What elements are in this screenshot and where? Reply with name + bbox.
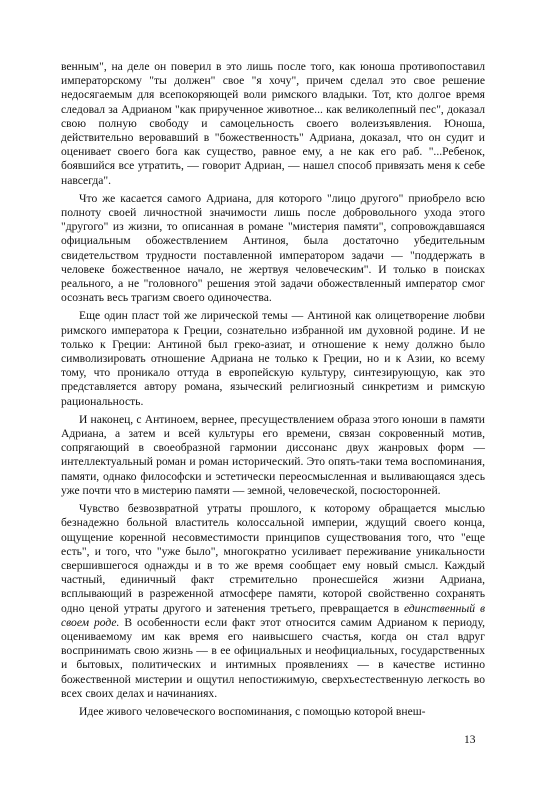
paragraph-2-text: Что же касается самого Адриана, для которого "лицо другого" приобрело всю полноту своей личностной значимости лишь после добровольного ухода этого "другого" из жизни, то описанная в романе "мистерия памяти", сопровождавшаяся официальным обожествлением Антиноя, была достаточно убедительным свидетельством трудности поставленной императором задачи — "поддержать в человеке божественное начало, не жертвуя человеческим". И только в поисках реального, а не "головного" решения этой задачи обожествленный император смог осознать весь трагизм своего одиночества. [61, 191, 485, 305]
paragraph-6 [61, 705, 485, 719]
paragraph-2 [61, 192, 485, 306]
paragraph-4 [61, 413, 485, 498]
paragraph-6-text: Идее живого человеческого воспоминания, с помощью которой внеш- [79, 704, 426, 718]
paragraph-1-text: венным", на деле он поверил в это лишь после того, как юноша противопоставил императорскому "ты должен" свое "я хочу", причем сделал это свое решение недосягаемым для всепокоряющей воли римского владыки. Тот, кто долгое время следовал за Адрианом "как прирученное животное... как великолепный пес", доказал свою полную свободу и самоцельность своего волеизъявления. Юноша, действительно веровавший в "божественность" Адриана, доказал, что он судит и оценивает своего бога как существо, равное ему, а не как его раб. "...Ребенок, боявшийся все утратить, — говорит Адриан, — нашел способ привязать меня к себе навсегда". [61, 60, 485, 187]
paragraph-1 [61, 60, 485, 188]
paragraph-3-text: Еще один пласт той же лирической темы — Антиной как олицетворение любви римского императора к Греции, сознательно избранной им духовной родине. И не только к Греции: Антиной был греко-азиат, и отношение к нему должно было символизировать отношение Адриана не только к Греции, но и к Азии, ко всему тому, что проникало оттуда в европейскую культуру, синтезирующую, как это представляется автору романа, языческий религиозный синкретизм и римскую рациональность. [61, 309, 485, 408]
paragraph-3 [61, 309, 485, 408]
paragraph-4-text: И наконец, с Антиноем, вернее, пресуществлением образа этого юноши в памяти Адриана, а затем и всей культуры его времени, связан сокровенный мотив, сопрягающий в своеобразной гармонии диссонанс двух жанровых форм — интеллектуальный роман и роман исторический. Это опять-таки тема воспоминания, памяти, однако философски и эстетически переосмысленная и выливающаяся здесь уже почти что в мистерию памяти — земной, человеческой, посюсторонней. [61, 412, 485, 497]
paragraph-5-text-part-2: В особенности если факт этот относится самим Адрианом к периоду, оцениваемому им как время его наивысшего счастья, когда он стал вдруг воспринимать свою жизнь — в ее официальных и неофициальных, государственных и бытовых, политических и интимных проявлениях — в качестве истинно божественной мистерии и ощутил непостижимую, сверхъестественную легкость во всех своих делах и начинаниях. [61, 615, 485, 700]
page-number: 13 [464, 734, 476, 746]
paragraph-5-text-part-1: Чувство безвозвратной утраты прошлого, к которому обращается мыслью безнадежно больной властитель колоссальной империи, ждущий своего конца, ощущение коренной несовместимости принципов существования того, что "еще есть", и того, что "уже было", многократно усиливает переживание уникальности свершившегося однажды и в то же время сообщает ему новый смысл. Каждый частный, единичный факт стремительно пронесшейся жизни Адриана, всплывающий в разреженной атмосфере памяти, которой свойственно сохранять одно ценой утраты другого и затенения третьего, превращается в [61, 502, 485, 615]
paragraph-5-emphasis: единственный в своем роде. [61, 601, 485, 629]
page-body [61, 60, 485, 723]
paragraph-5 [61, 502, 485, 701]
